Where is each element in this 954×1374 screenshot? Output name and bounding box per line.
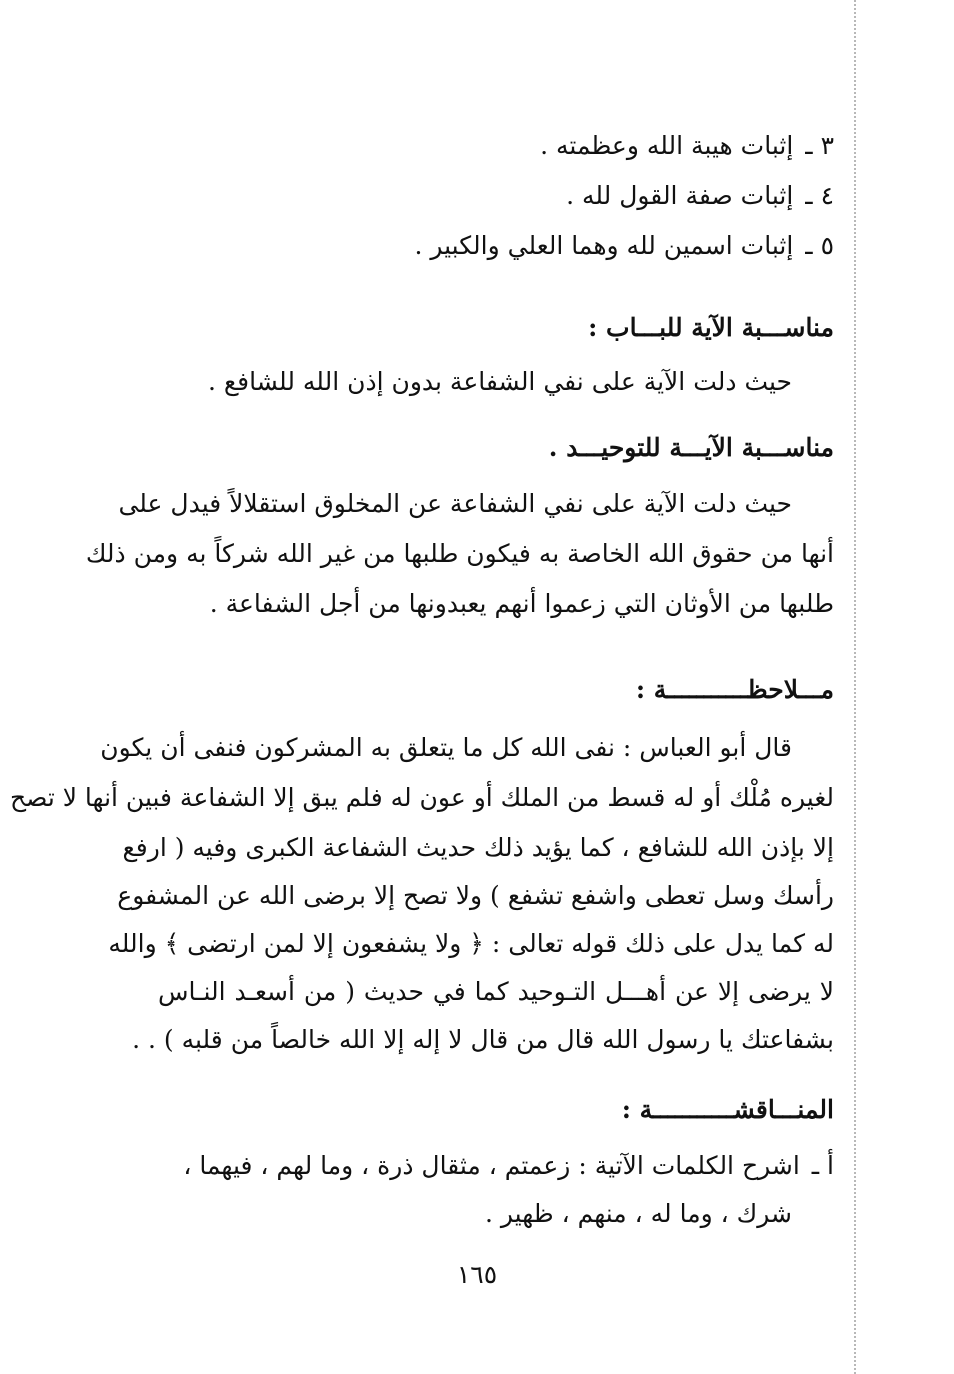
discussion-item-line-2: شرك ، وما له ، منهم ، ظهير . — [484, 1199, 792, 1228]
section-tawhid-heading: مناســـبة الآيـــة للتوحيـــد . — [548, 433, 834, 462]
note-line-6: لا يرضى إلا عن أهـــل التـوحيد كما في حديث ( من أسعـد النـاس — [158, 977, 834, 1006]
note-line-1: قال أبو العباس : نفى الله كل ما يتعلق به المشركون فنفى أن يكون — [100, 733, 792, 762]
list-item-number: ٣ ـ — [805, 131, 834, 160]
list-item-3 — [158, 126, 834, 166]
note-line-2: لغيره مُلْك أو له قسط من الملك أو عون له فلم يبق إلا الشفاعة فبين أنها لا تصح — [10, 783, 834, 812]
note-line-3: إلا بإذن الله للشافع ، كما يؤيد ذلك حديث الشفاعة الكبرى وفيه ( ارفع — [122, 833, 834, 862]
list-item-text: إثبات هيبة الله وعظمته . — [540, 131, 794, 160]
discussion-item-line-1: اشرح الكلمات الآتية : زعمتم ، مثقال ذرة ، وما لهم ، فيهما ، — [183, 1151, 800, 1180]
section-tawhid-line-2: أنها من حقوق الله الخاصة به فيكون طلبها من غير الله شركاً به ومن ذلك — [85, 539, 834, 568]
section-tawhid-line-3: طلبها من الأوثان التي زعموا أنهم يعبدونها من أجل الشفاعة . — [209, 589, 834, 618]
list-item-number: ٥ ـ — [805, 231, 834, 260]
discussion-item-a — [158, 1146, 834, 1186]
list-item-text: إثبات صفة القول لله . — [566, 181, 794, 210]
list-item-text: إثبات اسمين لله وهما العلي والكبير . — [414, 231, 794, 260]
section-tawhid-line-1: حيث دلت الآية على نفي الشفاعة عن المخلوق استقلالاً فيدل على — [118, 489, 792, 518]
section-bab-text: حيث دلت الآية على نفي الشفاعة بدون إذن الله للشافع . — [207, 367, 792, 396]
list-item-4 — [158, 176, 834, 216]
list-item-number: ٤ ـ — [805, 181, 834, 210]
note-line-4: رأسك وسل تعطى واشفع تشفع ) ولا تصح إلا برضى الله عن المشفوع — [117, 881, 834, 910]
section-bab-heading: مناســـبة الآية للبـــاب : — [588, 313, 834, 342]
discussion-item-number: أ ـ — [811, 1151, 834, 1180]
note-line-5: له كما يدل على ذلك قوله تعالى : ﴿ ولا يشفعون إلا لمن ارتضى ﴾ والله — [108, 929, 834, 958]
page-number: ١٦٥ — [456, 1260, 498, 1289]
note-line-7: بشفاعتك يا رسول الله قال من قال لا إله إلا الله خالصاً من قلبه ) . . — [132, 1025, 834, 1054]
page-edge-dotted-line — [854, 0, 856, 1374]
list-item-5 — [158, 226, 834, 266]
note-heading: مـــلاحظـــــــــــة : — [635, 675, 834, 704]
discussion-heading: المنـــاقشـــــــــــة : — [621, 1095, 834, 1124]
